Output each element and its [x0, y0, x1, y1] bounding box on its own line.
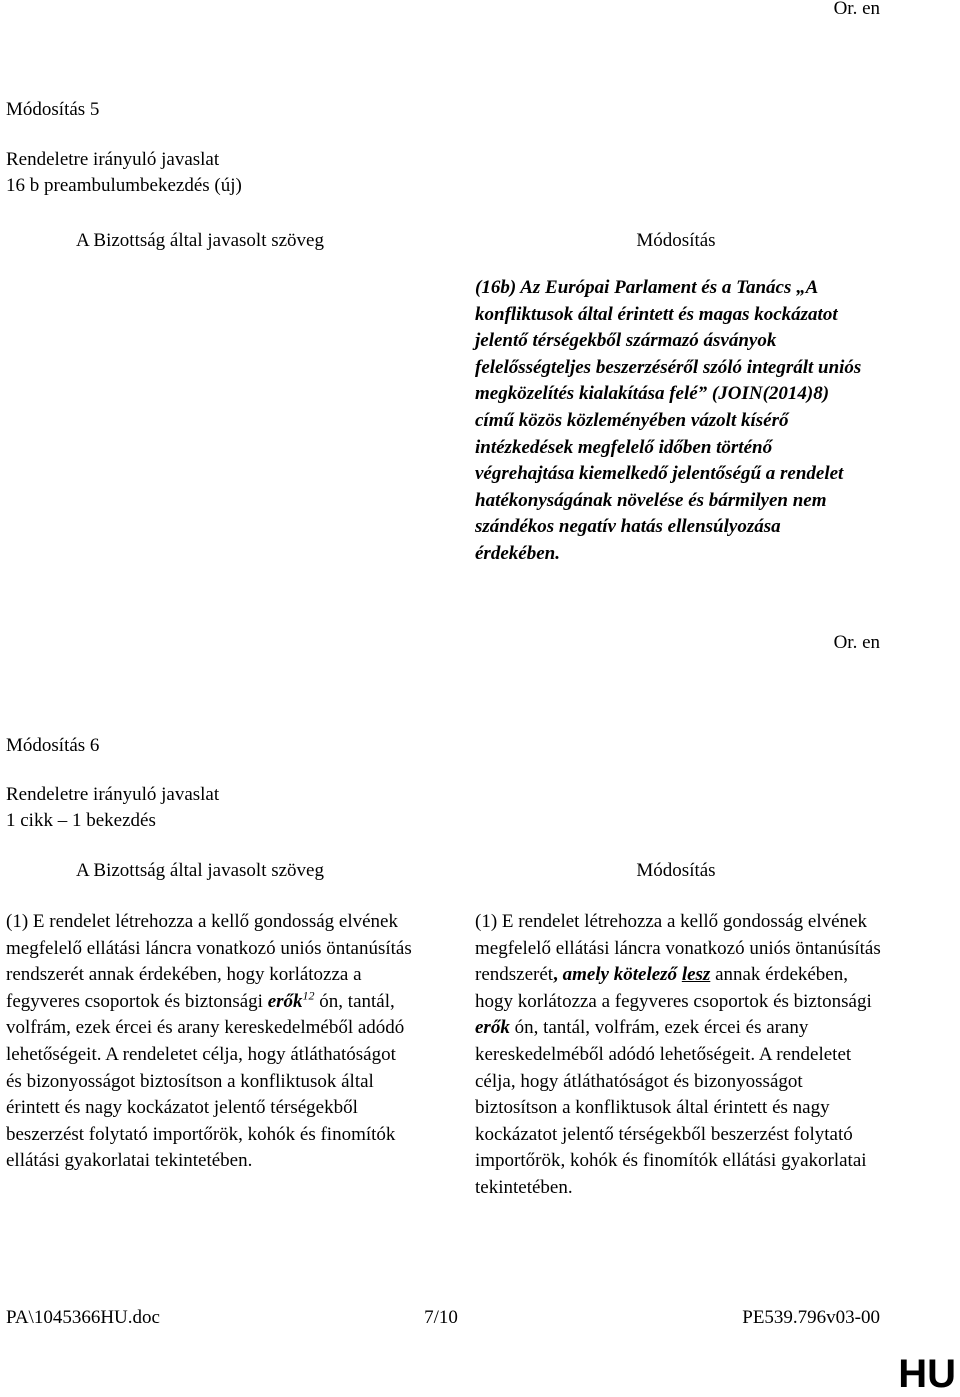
left-text-part-2: ón, tantál, volfrám, ezek ércei és arany kereskedelméből adódó lehetőségeit. A rendeletet célja, hogy átláthatóságot és bizonyosságot biztosítson a konfliktusok által érintett és nagy kockázatot jelentő térségekből beszerzést folytató importőrök, kohók és finomítók ellátási gyakorlatai tekintetében.	[6, 990, 405, 1172]
right-text-bold-erok: erők	[475, 1017, 510, 1039]
amendment-6-left-text	[6, 909, 416, 1175]
amendment-6-right-text	[475, 909, 885, 1202]
amendment-5-reference: 16 b preambulumbekezdés (új)	[6, 175, 242, 196]
amendment-6-proposal: Rendeletre irányuló javaslat	[6, 784, 220, 805]
right-text-part-1: (1) E rendelet létrehozza a kellő gondosság elvének megfelelő ellátási láncra vonatkozó uniós öntanúsítás rendszerét	[475, 911, 881, 986]
right-text-comma: ,	[553, 964, 558, 986]
amendment-6-title: Módosítás 6	[6, 735, 100, 756]
right-text-part-3: ón, tantál, volfrám, ezek ércei és arany kereskedelméből adódó lehetőségeit. A rendeletet célja, hogy átláthatóságot és bizonyosságot biztosítson a konfliktusok által érintett és nagy kockázatot jelentő térségekből beszerzést folytató importőrök, kohók és finomítók ellátási gyakorlatai tekintetében.	[475, 1017, 867, 1198]
amendment-5-title: Módosítás 5	[6, 99, 100, 120]
amendment-6-left-header: A Bizottság által javasolt szöveg	[75, 860, 324, 881]
amendment-6-reference: 1 cikk – 1 bekezdés	[6, 810, 156, 831]
language-code: HU	[898, 1352, 956, 1396]
amendment-5-proposal: Rendeletre irányuló javaslat	[6, 149, 220, 170]
right-text-inserted: amely kötelező	[562, 964, 678, 986]
amendment-5-right-text: (16b) Az Európai Parlament és a Tanács „A konfliktusok által érintett és magas kockázatot jelentő térségekből származó ásványok felelősségteljes beszerzéséről szóló integrált uniós megközelítés kialakítása felé” (JOIN(2014)8) című közös közleményében vázolt kísérő intézkedések megfelelő időben történő végrehajtása kiemelkedő jelentőségű a rendelet hatékonyságának növelése és bármilyen nem szándékos negatív hatás ellensúlyozása érdekében.	[475, 277, 862, 564]
amendment-5-right-header: Módosítás	[636, 230, 716, 251]
footer-doc-ref: PA\1045366HU.doc	[6, 1307, 160, 1328]
footer-pe-ref: PE539.796v03-00	[742, 1307, 880, 1328]
orig-lang-top: Or. en	[833, 0, 880, 19]
left-text-bold-erok: erők	[267, 990, 303, 1012]
footnote-marker: 12	[302, 988, 315, 1003]
amendment-5-left-header: A Bizottság által javasolt szöveg	[75, 230, 324, 251]
amendment-5-orig-lang: Or. en	[833, 632, 880, 653]
amendment-6-right-header: Módosítás	[636, 860, 716, 881]
right-text-inserted-underlined: lesz	[681, 964, 711, 986]
right-text-part-2: annak érdekében, hogy korlátozza a fegyveres csoportok és biztonsági	[475, 964, 872, 1012]
left-text-part-1: (1) E rendelet létrehozza a kellő gondosság elvének megfelelő ellátási láncra vonatkozó uniós öntanúsítás rendszerét annak érdekében, hogy korlátozza a fegyveres csoportok és biztonsági	[6, 911, 412, 1012]
footer-page-number: 7/10	[424, 1307, 458, 1328]
